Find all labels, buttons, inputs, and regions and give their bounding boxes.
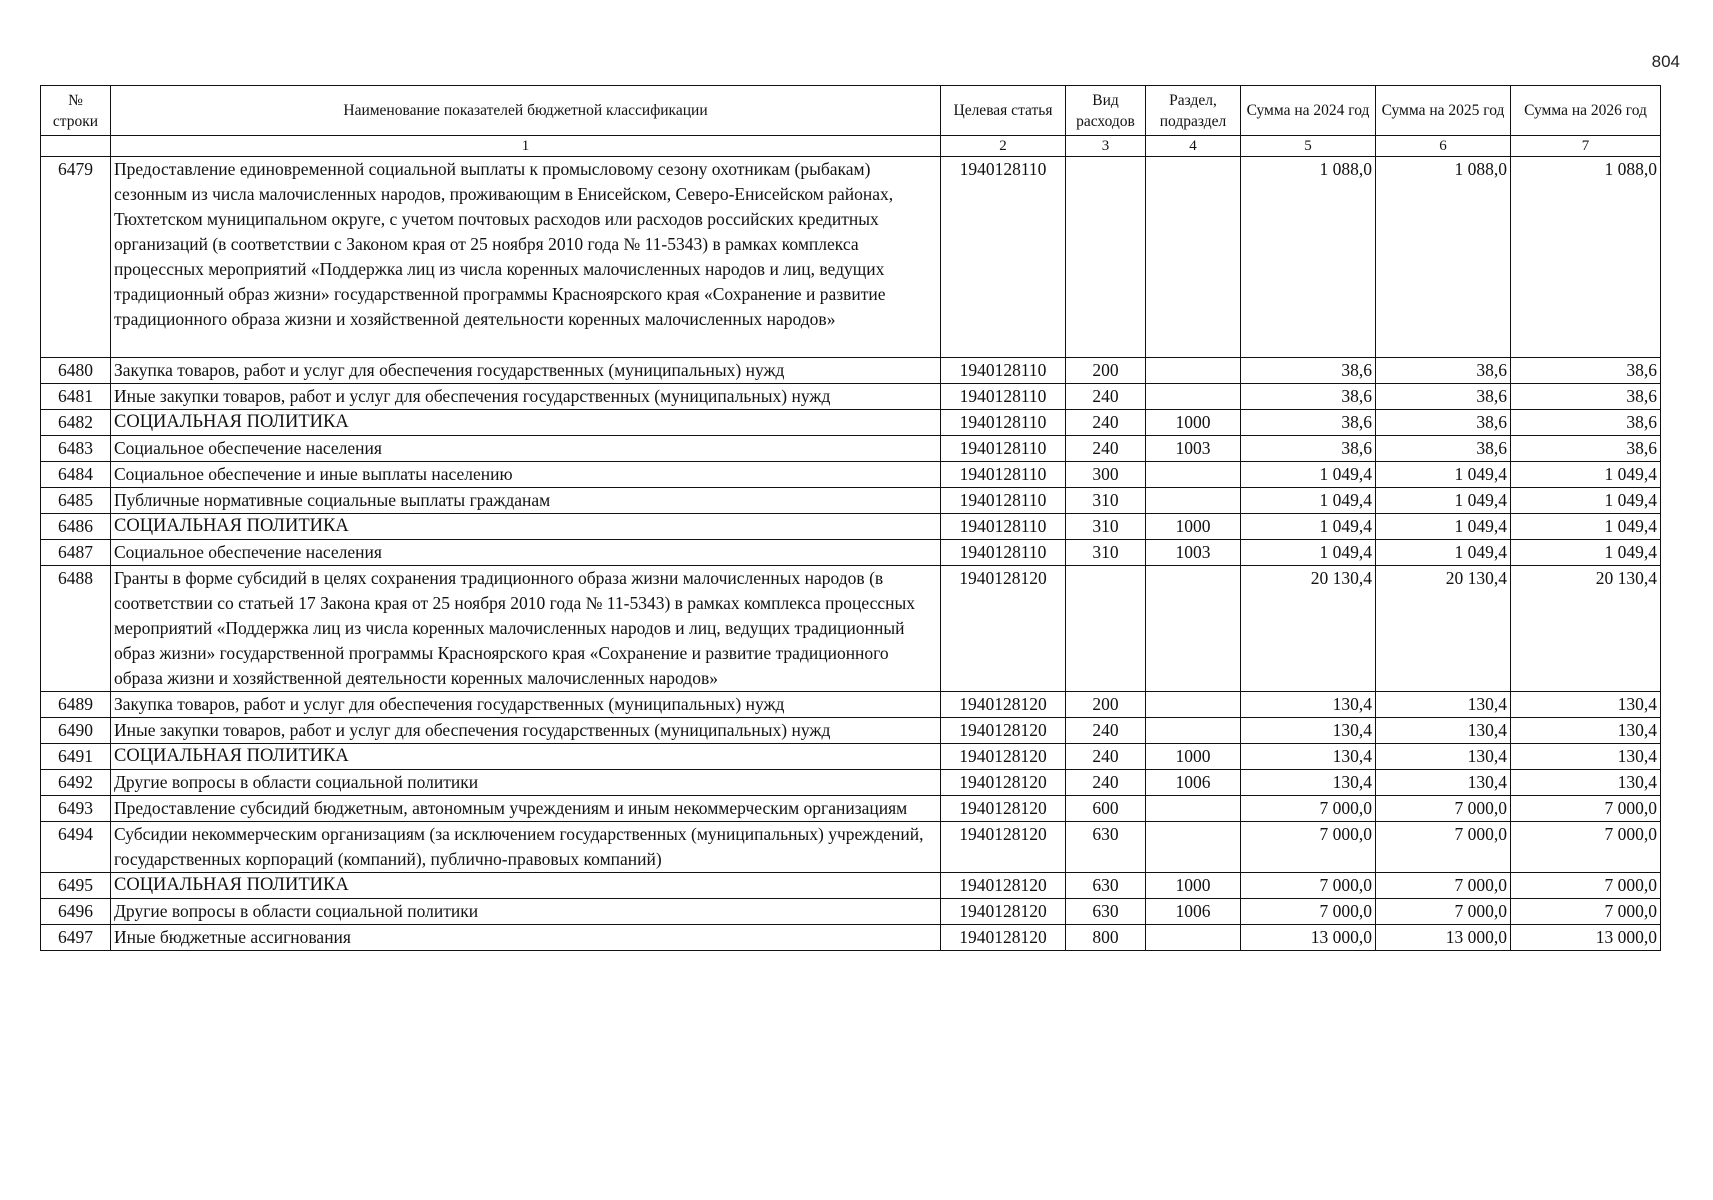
sum-2025: 1 049,4 (1376, 462, 1511, 488)
sum-2025: 38,6 (1376, 410, 1511, 436)
table-row (41, 822, 1661, 873)
row-number: 6485 (41, 488, 111, 514)
sum-2026: 7 000,0 (1511, 822, 1661, 873)
sum-2025: 7 000,0 (1376, 873, 1511, 899)
expense-type: 300 (1066, 462, 1146, 488)
table-row (41, 718, 1661, 744)
section-code: 1000 (1146, 873, 1241, 899)
target-article: 1940128120 (941, 566, 1066, 692)
row-name: СОЦИАЛЬНАЯ ПОЛИТИКА (111, 514, 941, 540)
column-number: 5 (1241, 136, 1376, 157)
header-sum-2024: Сумма на 2024 год (1241, 86, 1376, 136)
row-number: 6484 (41, 462, 111, 488)
row-name: Иные закупки товаров, работ и услуг для обеспечения государственных (муниципальных) нужд (111, 718, 941, 744)
header-name: Наименование показателей бюджетной классификации (111, 86, 941, 136)
section-code: 1006 (1146, 899, 1241, 925)
column-number-row (41, 136, 1661, 157)
column-number: 4 (1146, 136, 1241, 157)
sum-2024: 13 000,0 (1241, 925, 1376, 951)
target-article: 1940128120 (941, 925, 1066, 951)
sum-2024: 1 088,0 (1241, 157, 1376, 358)
table-row (41, 514, 1661, 540)
column-number: 6 (1376, 136, 1511, 157)
row-name: Социальное обеспечение населения (111, 436, 941, 462)
target-article: 1940128120 (941, 796, 1066, 822)
column-number: 7 (1511, 136, 1661, 157)
table-row (41, 744, 1661, 770)
expense-type: 240 (1066, 770, 1146, 796)
sum-2026: 13 000,0 (1511, 925, 1661, 951)
sum-2025: 38,6 (1376, 358, 1511, 384)
section-code (1146, 718, 1241, 744)
row-number: 6481 (41, 384, 111, 410)
sum-2024: 38,6 (1241, 384, 1376, 410)
row-name: Иные бюджетные ассигнования (111, 925, 941, 951)
row-name: Закупка товаров, работ и услуг для обеспечения государственных (муниципальных) нужд (111, 358, 941, 384)
expense-type: 240 (1066, 718, 1146, 744)
sum-2025: 1 049,4 (1376, 488, 1511, 514)
row-name: Гранты в форме субсидий в целях сохранения традиционного образа жизни малочисленных народов (в соответствии со статьей 17 Закона края от 25 ноября 2010 года № 11-5343) в рамках комплекса процессных мероприятий «Поддержка лиц из числа коренных малочисленных народов и лиц, ведущих традиционный образ жизни» государственной программы Красноярского края «Сохранение и развитие традиционного образа жизни и хозяйственной деятельности коренных малочисленных народов» (111, 566, 941, 692)
expense-type (1066, 157, 1146, 358)
row-name: Публичные нормативные социальные выплаты гражданам (111, 488, 941, 514)
sum-2025: 38,6 (1376, 384, 1511, 410)
row-name: Субсидии некоммерческим организациям (за исключением государственных (муниципальных) учреждений, государственных корпораций (компаний), публично-правовых компаний) (111, 822, 941, 873)
section-code (1146, 796, 1241, 822)
sum-2026: 130,4 (1511, 718, 1661, 744)
sum-2024: 130,4 (1241, 770, 1376, 796)
row-number: 6490 (41, 718, 111, 744)
row-number: 6497 (41, 925, 111, 951)
sum-2025: 1 049,4 (1376, 514, 1511, 540)
target-article: 1940128120 (941, 692, 1066, 718)
expense-type: 200 (1066, 358, 1146, 384)
expense-type: 800 (1066, 925, 1146, 951)
table-row (41, 436, 1661, 462)
row-name: Закупка товаров, работ и услуг для обеспечения государственных (муниципальных) нужд (111, 692, 941, 718)
sum-2024: 38,6 (1241, 436, 1376, 462)
target-article: 1940128110 (941, 488, 1066, 514)
table-row (41, 488, 1661, 514)
table-row (41, 410, 1661, 436)
column-number (41, 136, 111, 157)
sum-2026: 20 130,4 (1511, 566, 1661, 692)
sum-2024: 1 049,4 (1241, 462, 1376, 488)
sum-2026: 130,4 (1511, 692, 1661, 718)
expense-type: 240 (1066, 436, 1146, 462)
row-number: 6495 (41, 873, 111, 899)
expense-type: 600 (1066, 796, 1146, 822)
table-row (41, 157, 1661, 358)
target-article: 1940128110 (941, 384, 1066, 410)
sum-2025: 7 000,0 (1376, 796, 1511, 822)
sum-2025: 130,4 (1376, 718, 1511, 744)
budget-table (40, 85, 1661, 951)
sum-2026: 130,4 (1511, 770, 1661, 796)
sum-2026: 38,6 (1511, 436, 1661, 462)
sum-2026: 1 049,4 (1511, 514, 1661, 540)
expense-type: 630 (1066, 873, 1146, 899)
header-sum-2026: Сумма на 2026 год (1511, 86, 1661, 136)
row-number: 6496 (41, 899, 111, 925)
expense-type: 310 (1066, 488, 1146, 514)
sum-2026: 1 049,4 (1511, 488, 1661, 514)
section-code: 1006 (1146, 770, 1241, 796)
row-number: 6488 (41, 566, 111, 692)
target-article: 1940128120 (941, 899, 1066, 925)
section-code: 1000 (1146, 744, 1241, 770)
table-row (41, 358, 1661, 384)
expense-type (1066, 566, 1146, 692)
sum-2024: 1 049,4 (1241, 514, 1376, 540)
sum-2025: 7 000,0 (1376, 822, 1511, 873)
sum-2024: 1 049,4 (1241, 540, 1376, 566)
sum-2025: 13 000,0 (1376, 925, 1511, 951)
section-code (1146, 157, 1241, 358)
target-article: 1940128110 (941, 540, 1066, 566)
row-number: 6487 (41, 540, 111, 566)
row-name: Предоставление единовременной социальной выплаты к промысловому сезону охотникам (рыбакам) сезонным из числа малочисленных народов, проживающим в Енисейском, Северо-Енисейском районах, Тюхтетском муниципальном округе, с учетом почтовых расходов или расходов российских кредитных организаций (в соответствии с Законом края от 25 ноября 2010 года № 11-5343) в рамках комплекса процессных мероприятий «Поддержка лиц из числа коренных малочисленных народов и лиц, ведущих традиционный образ жизни» государственной программы Красноярского края «Сохранение и развитие традиционного образа жизни и хозяйственной деятельности коренных малочисленных народов» (111, 157, 941, 358)
table-row (41, 462, 1661, 488)
expense-type: 310 (1066, 540, 1146, 566)
sum-2024: 20 130,4 (1241, 566, 1376, 692)
sum-2025: 1 088,0 (1376, 157, 1511, 358)
section-code (1146, 358, 1241, 384)
row-number: 6489 (41, 692, 111, 718)
target-article: 1940128110 (941, 410, 1066, 436)
table-row (41, 796, 1661, 822)
sum-2026: 7 000,0 (1511, 873, 1661, 899)
target-article: 1940128110 (941, 514, 1066, 540)
sum-2026: 1 049,4 (1511, 462, 1661, 488)
sum-2026: 38,6 (1511, 384, 1661, 410)
table-row (41, 692, 1661, 718)
sum-2026: 1 088,0 (1511, 157, 1661, 358)
row-name: Другие вопросы в области социальной политики (111, 899, 941, 925)
table-row (41, 925, 1661, 951)
section-code: 1003 (1146, 540, 1241, 566)
sum-2025: 130,4 (1376, 770, 1511, 796)
sum-2024: 7 000,0 (1241, 822, 1376, 873)
row-name: Предоставление субсидий бюджетным, автономным учреждениям и иным некоммерческим организациям (111, 796, 941, 822)
section-code (1146, 925, 1241, 951)
header-target: Целевая статья (941, 86, 1066, 136)
row-name: СОЦИАЛЬНАЯ ПОЛИТИКА (111, 873, 941, 899)
row-number: 6479 (41, 157, 111, 358)
table-row (41, 873, 1661, 899)
sum-2024: 7 000,0 (1241, 873, 1376, 899)
row-number: 6486 (41, 514, 111, 540)
row-name: Иные закупки товаров, работ и услуг для обеспечения государственных (муниципальных) нужд (111, 384, 941, 410)
expense-type: 200 (1066, 692, 1146, 718)
header-row-no: № строки (41, 86, 111, 136)
target-article: 1940128110 (941, 462, 1066, 488)
sum-2024: 1 049,4 (1241, 488, 1376, 514)
target-article: 1940128110 (941, 436, 1066, 462)
sum-2024: 130,4 (1241, 744, 1376, 770)
section-code (1146, 566, 1241, 692)
sum-2024: 130,4 (1241, 718, 1376, 744)
target-article: 1940128110 (941, 157, 1066, 358)
row-name: СОЦИАЛЬНАЯ ПОЛИТИКА (111, 744, 941, 770)
section-code (1146, 692, 1241, 718)
table-row (41, 899, 1661, 925)
row-number: 6493 (41, 796, 111, 822)
row-name: Социальное обеспечение населения (111, 540, 941, 566)
sum-2025: 130,4 (1376, 692, 1511, 718)
table-body (41, 157, 1661, 951)
expense-type: 240 (1066, 744, 1146, 770)
sum-2024: 7 000,0 (1241, 899, 1376, 925)
row-name: Социальное обеспечение и иные выплаты населению (111, 462, 941, 488)
sum-2025: 7 000,0 (1376, 899, 1511, 925)
row-name: СОЦИАЛЬНАЯ ПОЛИТИКА (111, 410, 941, 436)
sum-2025: 20 130,4 (1376, 566, 1511, 692)
section-code (1146, 384, 1241, 410)
header-sum-2025: Сумма на 2025 год (1376, 86, 1511, 136)
target-article: 1940128120 (941, 770, 1066, 796)
target-article: 1940128120 (941, 744, 1066, 770)
header-expense-type: Вид расходов (1066, 86, 1146, 136)
sum-2024: 38,6 (1241, 410, 1376, 436)
table-row (41, 770, 1661, 796)
table-row (41, 540, 1661, 566)
row-number: 6480 (41, 358, 111, 384)
row-number: 6491 (41, 744, 111, 770)
sum-2026: 7 000,0 (1511, 899, 1661, 925)
expense-type: 240 (1066, 384, 1146, 410)
section-code (1146, 488, 1241, 514)
sum-2024: 130,4 (1241, 692, 1376, 718)
expense-type: 240 (1066, 410, 1146, 436)
expense-type: 310 (1066, 514, 1146, 540)
sum-2025: 1 049,4 (1376, 540, 1511, 566)
section-code (1146, 462, 1241, 488)
section-code: 1000 (1146, 514, 1241, 540)
sum-2024: 38,6 (1241, 358, 1376, 384)
table-row (41, 384, 1661, 410)
row-number: 6482 (41, 410, 111, 436)
sum-2026: 38,6 (1511, 358, 1661, 384)
sum-2026: 130,4 (1511, 744, 1661, 770)
expense-type: 630 (1066, 899, 1146, 925)
row-number: 6492 (41, 770, 111, 796)
sum-2026: 38,6 (1511, 410, 1661, 436)
target-article: 1940128110 (941, 358, 1066, 384)
expense-type: 630 (1066, 822, 1146, 873)
sum-2025: 130,4 (1376, 744, 1511, 770)
column-number: 3 (1066, 136, 1146, 157)
section-code (1146, 822, 1241, 873)
sum-2026: 1 049,4 (1511, 540, 1661, 566)
section-code: 1003 (1146, 436, 1241, 462)
table-row (41, 566, 1661, 692)
sum-2026: 7 000,0 (1511, 796, 1661, 822)
header-section: Раздел, подраздел (1146, 86, 1241, 136)
page-number: 804 (1651, 52, 1680, 71)
target-article: 1940128120 (941, 822, 1066, 873)
table-header (41, 86, 1661, 157)
sum-2025: 38,6 (1376, 436, 1511, 462)
column-number: 2 (941, 136, 1066, 157)
column-number: 1 (111, 136, 941, 157)
row-number: 6483 (41, 436, 111, 462)
section-code: 1000 (1146, 410, 1241, 436)
target-article: 1940128120 (941, 718, 1066, 744)
row-number: 6494 (41, 822, 111, 873)
row-name: Другие вопросы в области социальной политики (111, 770, 941, 796)
target-article: 1940128120 (941, 873, 1066, 899)
sum-2024: 7 000,0 (1241, 796, 1376, 822)
